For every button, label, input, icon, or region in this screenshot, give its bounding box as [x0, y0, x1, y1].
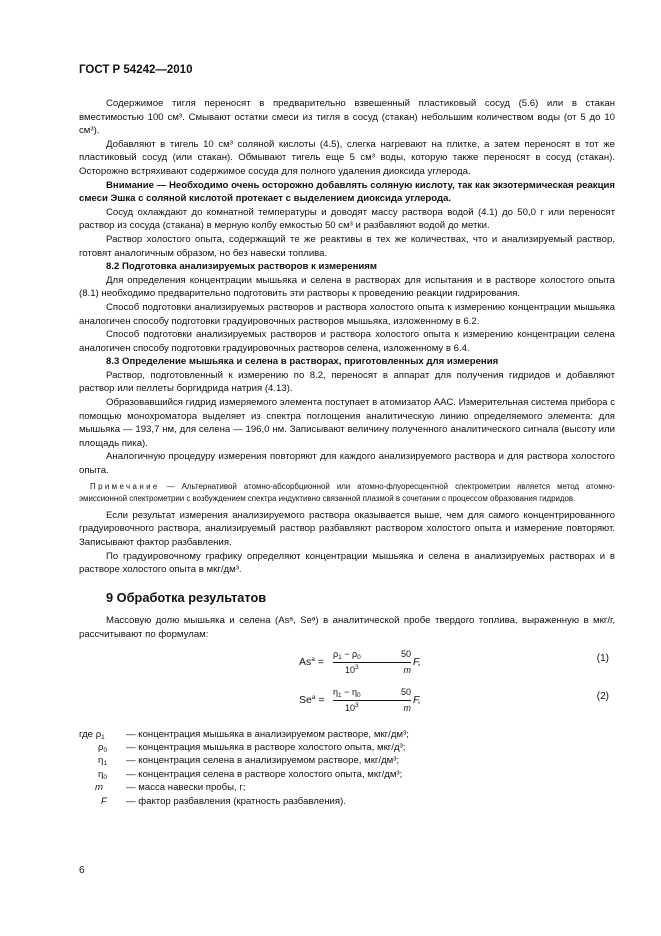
standard-header: ГОСТ Р 54242—2010: [79, 64, 193, 76]
formula-fraction: $\rho_1 - \rho_0$ 50 $10^3$ m: [333, 648, 411, 676]
definition-row: m — масса навески пробы, г;: [95, 782, 246, 794]
paragraph: Способ подготовки анализируемых растворов и раствора холостого опыта к измерению концентрации мышьяка аналогичен способу подготовки градуировочных растворов мышьяка, изложенному в 6.2.: [79, 301, 615, 327]
paragraph: Если результат измерения анализируемого раствора оказывается выше, чем для самого концентрированного градуировочного раствора, анализируемый раствор разбавляют раствором холостого опыта и измерение повторяют. Записывают фактор разбавления.: [79, 509, 615, 548]
formula-lhs: $As^a$ =: [299, 655, 324, 668]
section-heading-8-2: 8.2 Подготовка анализируемых растворов к измерениям: [106, 261, 377, 273]
paragraph: Образовавшийся гидрид измеряемого элемента поступает в атомизатор ААС. Измерительная система прибора с помощью монохроматора выделяет из спектра поглощения аналитическую линию определяемого элемента: для мышьяка — 193,7 нм, для селена — 196,0 нм. Записывают величину полученного аналитического сигнала (высоту или площадь пика).: [79, 397, 615, 449]
paragraph: Аналогичную процедуру измерения повторяют для каждого анализируемого раствора и для раствора холостого опыта.: [79, 451, 615, 477]
formula-fraction: $\eta_1 - \eta_0$ 50 $10^3$ m: [333, 686, 411, 714]
document-body: [79, 97, 615, 808]
paragraph: Для определения концентрации мышьяка и селена в растворах для испытания и в растворе холостого опыта (8.1) необходимо предварительно подготовить эти растворы к проведению реакции гидрирования.: [79, 274, 615, 300]
paragraph: Массовую долю мышьяка и селена (Asᵃ, Seᵃ) в аналитической пробе твердого топлива, выраженную в мкг/г, рассчитывают по формулам:: [79, 615, 615, 640]
paragraph: Раствор холостого опыта, содержащий те же реактивы в тех же количествах, что и анализируемый раствор, готовят аналогичным образом, но без навески топлива.: [79, 233, 615, 259]
definition-row: $\eta_1$ — концентрация селена в анализируемом растворе, мкг/дм³;: [98, 755, 400, 768]
equation-number: (2): [596, 690, 609, 702]
definition-row: где $\rho_1$ — концентрация мышьяка в анализируемом растворе, мкг/дм³;: [79, 728, 409, 741]
page-number: 6: [79, 865, 85, 876]
formula-1: [79, 648, 615, 686]
paragraph: Сосуд охлаждают до комнатной температуры и доводят массу раствора водой (4.1) до 50,0 г или переносят раствор из сосуда (стакана) в мерную колбу емкостью 50 см³ и разбавляют водой до метки.: [79, 206, 615, 232]
paragraph: Раствор, подготовленный к измерению по 8.2, переносят в аппарат для получения гидридов и добавляют раствор или пеллеты боргидрида натрия (4.13).: [79, 369, 615, 395]
warning-paragraph: Внимание — Необходимо очень осторожно добавлять соляную кислоту, так как экзотермическая реакция смеси Эшка с соляной кислотой протекает с выделением диоксида углерода.: [79, 179, 615, 205]
note-text: — Альтернативой атомно-абсорбционной или атомно-флуоресцентной спектрометрии является метод атомно-эмиссионной спектрометрии с возбуждением спектра индуктивно связанной плазмой в сочетании с процессом образования гидридов.: [79, 481, 615, 504]
formula-tail: F,: [413, 655, 421, 668]
definition-row: $\rho_0$ — концентрация мышьяка в растворе холостого опыта, мкг/д³;: [98, 741, 406, 754]
paragraph: Способ подготовки анализируемых растворов и раствора холостого опыта к измерению концентрации селена аналогичен способу подготовки градуировочных растворов селена, изложенному в 6.4.: [79, 329, 615, 354]
section-heading-9: 9 Обработка результатов: [106, 589, 267, 605]
symbol-definitions: [79, 728, 615, 808]
note: [79, 481, 615, 506]
paragraph: По градуировочному графику определяют концентрации мышьяка и селена в анализируемых растворах и в растворе холостого опыта в мкг/дм³.: [79, 550, 615, 576]
formula-2: [79, 686, 615, 724]
formula-tail: F,: [413, 693, 421, 706]
equation-number: (1): [596, 652, 609, 664]
paragraph: Содержимое тигля переносят в предварительно взвешенный пластиковый сосуд (5.6) или в стакан вместимостью 100 см³. Смывают остатки смеси из тигля в сосуд (стакан) небольшим количеством воды (от 5 до 10 см³).: [79, 98, 615, 137]
note-label: Примечание: [90, 481, 160, 491]
definition-row: $\eta_0$ — концентрация селена в растворе холостого опыта, мкг/дм³;: [98, 768, 403, 781]
section-heading-8-3: 8.3 Определение мышьяка и селена в растворах, приготовленных для измерения: [106, 356, 499, 368]
formula-lhs: $Se^a$ =: [299, 693, 325, 706]
definition-row: F — фактор разбавления (кратность разбавления).: [101, 795, 346, 807]
paragraph: Добавляют в тигель 10 см³ соляной кислоты (4.5), слегка нагревают на плитке, а затем переносят в тот же пластиковый сосуд (или стакан). Обмывают тигель еще 5 см³ воды, которую также переносят в сосуд (стакан). Осторожно встряхивают содержимое сосуда для полного удаления диоксида углерода.: [79, 138, 615, 177]
